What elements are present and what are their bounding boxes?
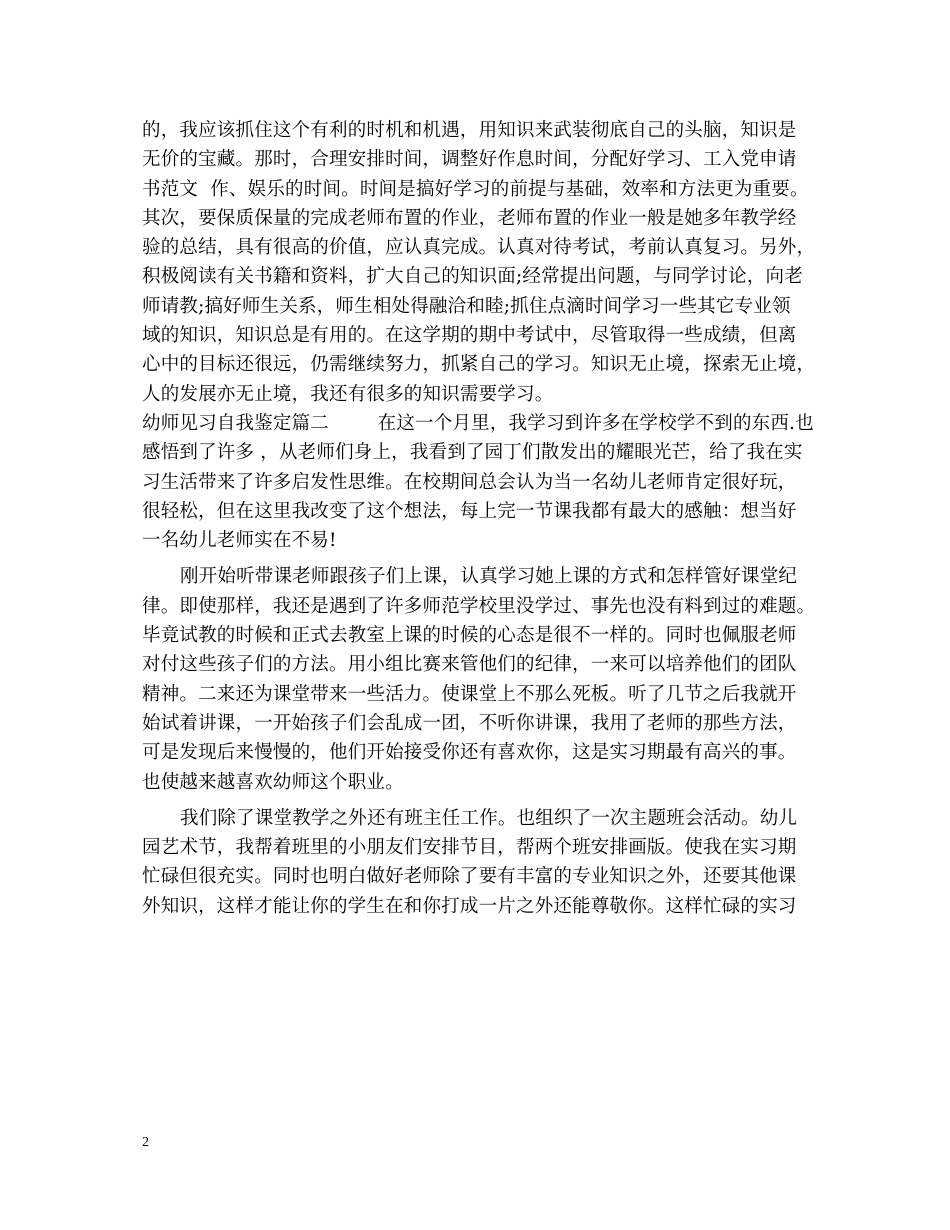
text-line: 始试着讲课，一开始孩子们会乱成一团，不听你讲课，我用了老师的那些方法， xyxy=(142,712,797,734)
text-line: 很轻松，但在这里我改变了这个想法，每上完一节课我都有最大的感触：想当好 xyxy=(142,500,797,522)
text-line: 毕竟试教的时候和正式去教室上课的时候的心态是很不一样的。同时也佩服老师 xyxy=(142,625,797,647)
text-line: 一名幼儿老师实在不易! xyxy=(142,530,337,552)
text-line: 验的总结，具有很高的价值，应认真完成。认真对待考试，考前认真复习。另外， xyxy=(142,237,816,259)
text-line: 也使越来越喜欢幼师这个职业。 xyxy=(142,771,404,793)
text-line: 对付这些孩子们的方法。用小组比赛来管他们的纪律，一来可以培养他们的团队 xyxy=(142,654,797,676)
section-heading-line: 幼师见习自我鉴定篇二 在这一个月里，我学习到许多在学校学不到的东西.也 xyxy=(142,412,814,434)
text-line: 精神。二来还为课堂带来一些活力。使课堂上不那么死板。听了几节之后我就开 xyxy=(142,683,797,705)
text-line: 可是发现后来慢慢的，他们开始接受你还有喜欢你，这是实习期最有高兴的事。 xyxy=(142,742,797,764)
text-line: 律。即使那样，我还是遇到了许多师范学校里没学过、事先也没有料到过的难题。 xyxy=(142,595,816,617)
text-line: 园艺术节，我帮着班里的小朋友们安排节目，帮两个班安排画版。使我在实习期 xyxy=(142,837,797,859)
text-line: 人的发展亦无止境，我还有很多的知识需要学习。 xyxy=(142,383,554,405)
text-line: 书范文 作、娱乐的时间。时间是搞好学习的前提与基础，效率和方法更为重要。 xyxy=(142,178,809,200)
text-line: 习生活带来了许多启发性思维。在校期间总会认为当一名幼儿老师肯定很好玩， xyxy=(142,471,797,493)
text-line: 忙碌但很充实。同时也明白做好老师除了要有丰富的专业知识之外，还要其他课 xyxy=(142,866,797,888)
paragraph-start-line: 刚开始听带课老师跟孩子们上课，认真学习她上课的方式和怎样管好课堂纪 xyxy=(180,566,798,588)
text-line: 域的知识，知识总是有用的。在这学期的期中考试中，尽管取得一些成绩，但离 xyxy=(142,325,797,347)
text-line: 无价的宝藏。那时，合理安排时间，调整好作息时间，分配好学习、工入党申请 xyxy=(142,149,797,171)
text-line: 心中的目标还很远，仍需继续努力，抓紧自己的学习。知识无止境，探索无止境， xyxy=(142,354,816,376)
text-line: 其次，要保质保量的完成老师布置的作业，老师布置的作业一般是她多年教学经 xyxy=(142,207,797,229)
paragraph-start-line: 我们除了课堂教学之外还有班主任工作。也组织了一次主题班会活动。幼儿 xyxy=(180,807,798,829)
text-line: 的，我应该抓住这个有利的时机和机遇，用知识来武装彻底自己的头脑，知识是 xyxy=(142,120,797,141)
text-line: 积极阅读有关书籍和资料，扩大自己的知识面;经常提出问题，与同学讨论，向老 xyxy=(142,266,803,288)
text-line: 感悟到了许多 ，从老师们身上，我看到了园丁们散发出的耀眼光芒，给了我在实 xyxy=(142,442,803,464)
body-text xyxy=(142,116,842,921)
page-number: 2 xyxy=(142,1135,149,1150)
text-line: 外知识，这样才能让你的学生在和你打成一片之外还能尊敬你。这样忙碌的实习 xyxy=(142,895,797,917)
text-line: 师请教;搞好师生关系，师生相处得融洽和睦;抓住点滴时间学习一些其它专业领 xyxy=(142,295,791,317)
